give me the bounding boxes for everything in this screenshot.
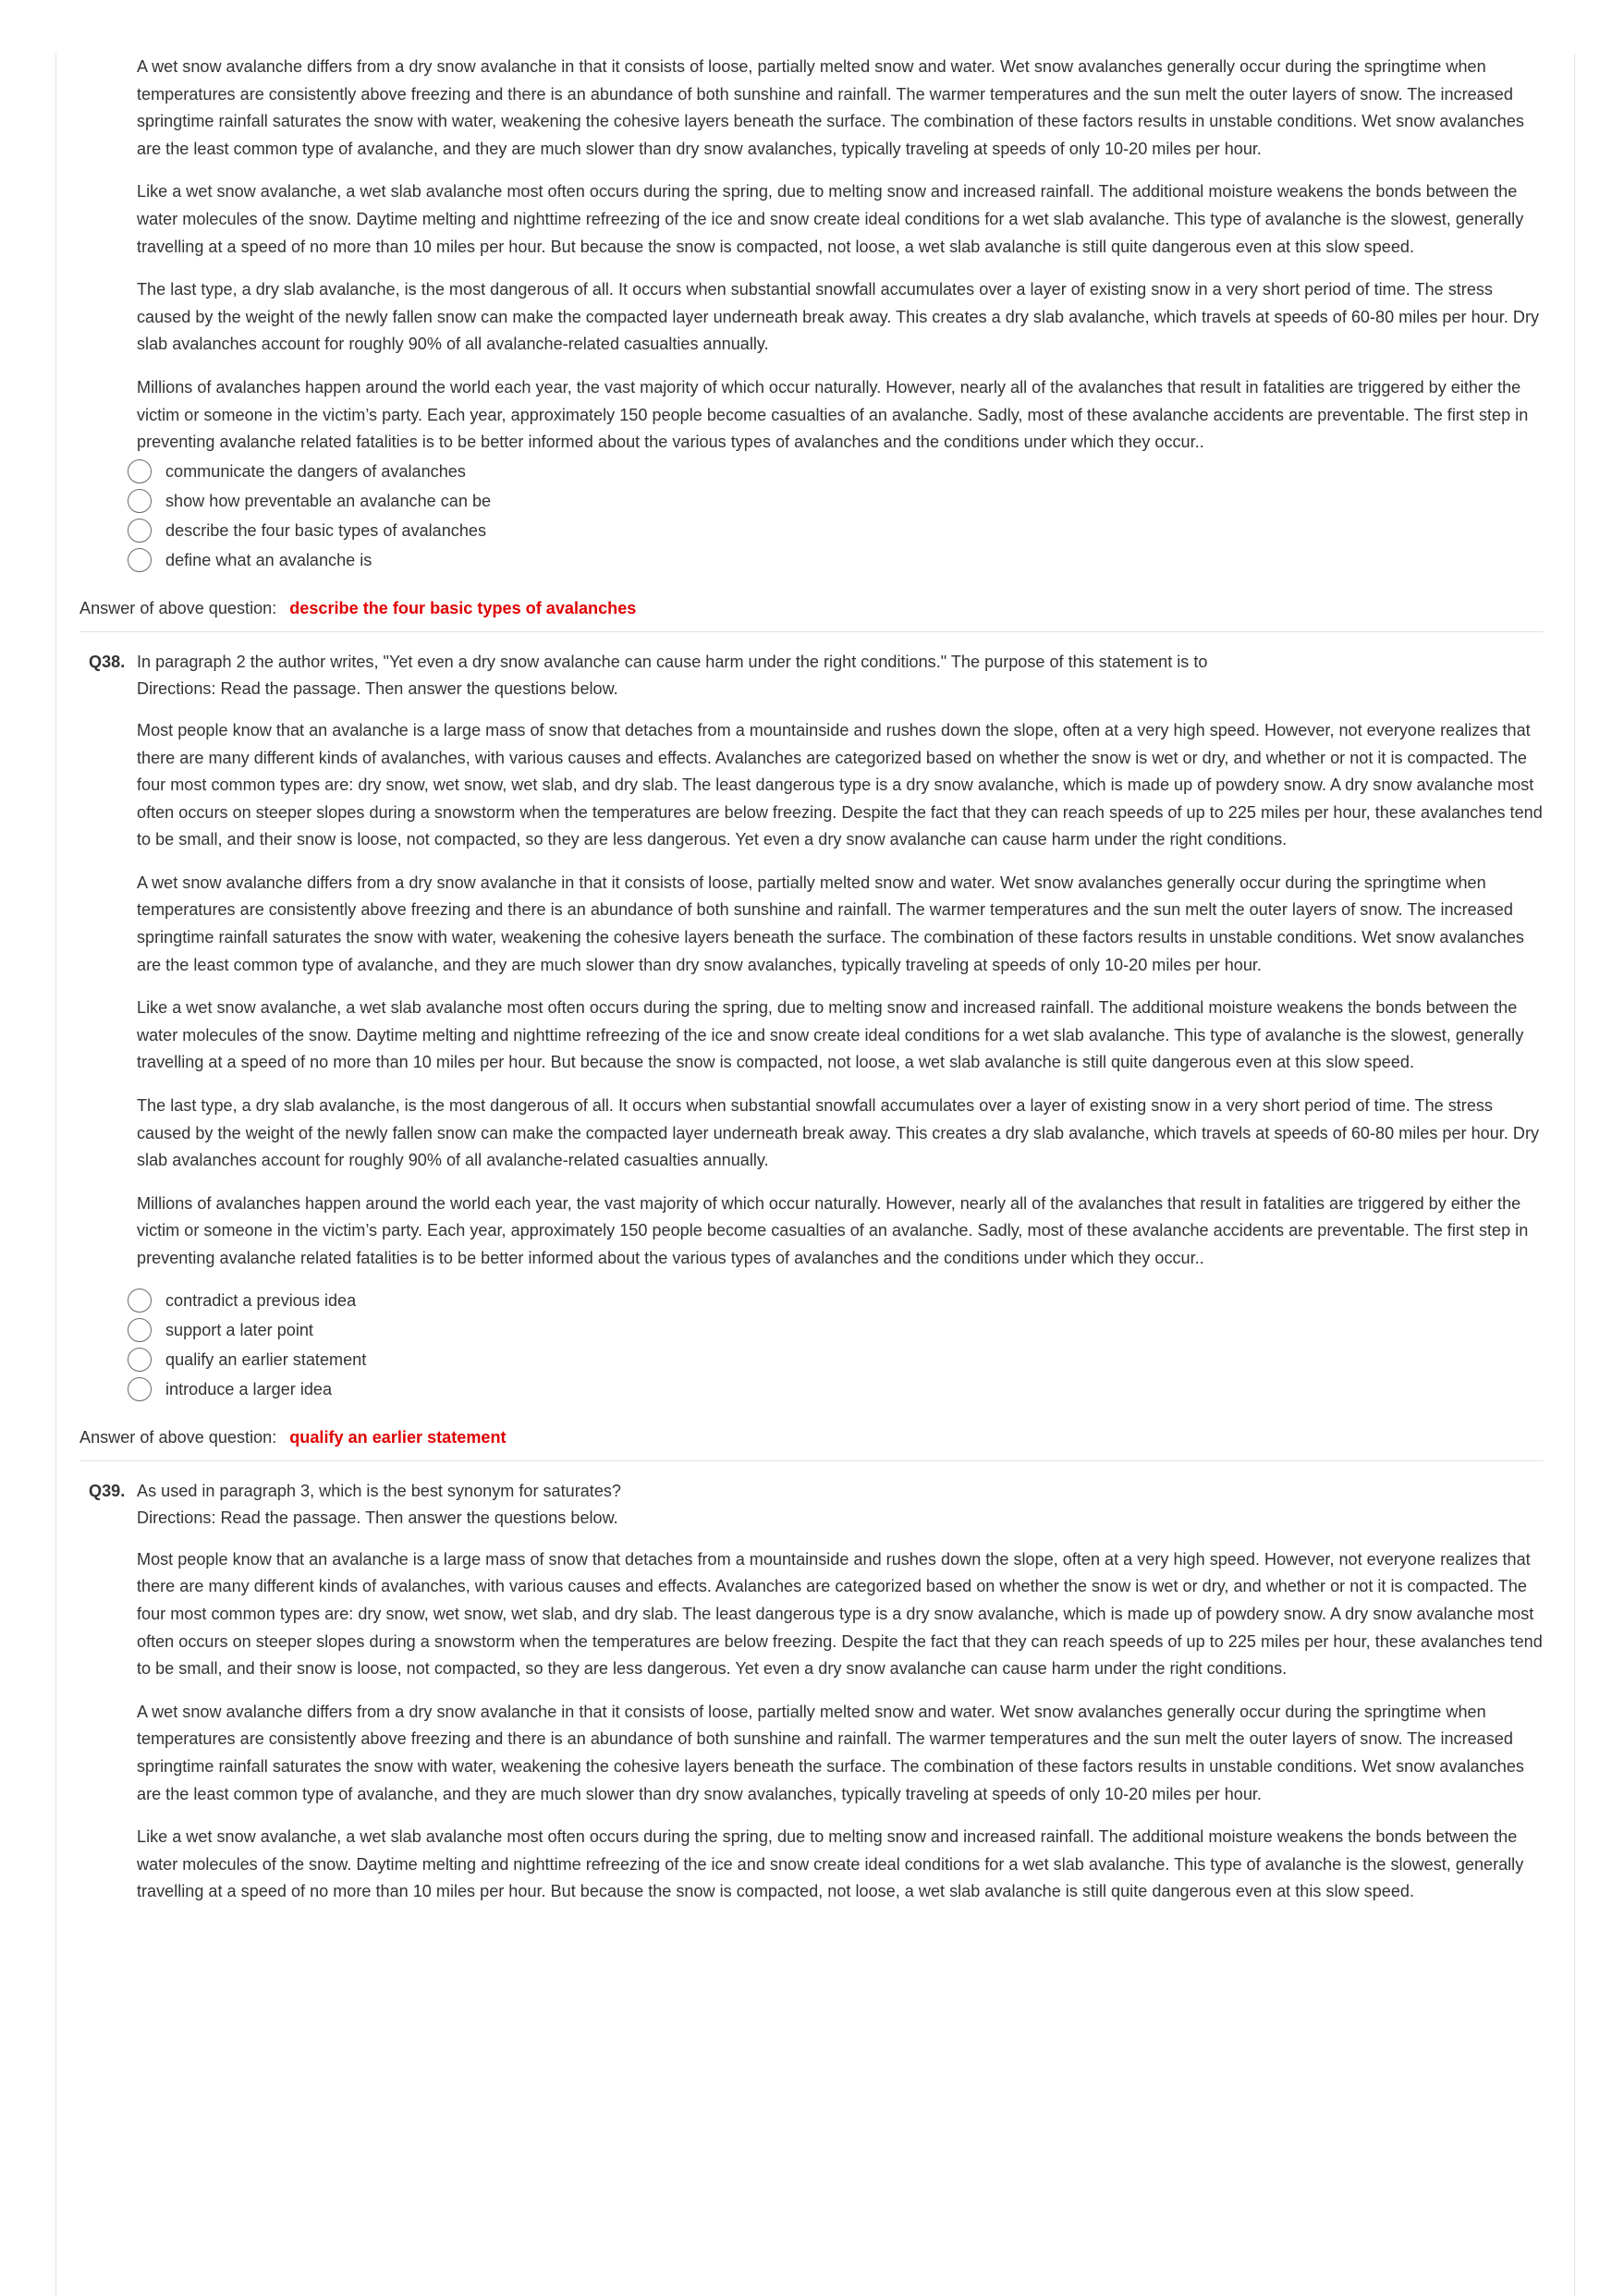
radio-circle-icon[interactable]: [128, 1377, 152, 1401]
question-number: Q39.: [89, 1481, 126, 1500]
passage-paragraph: Most people know that an avalanche is a large mass of snow that detaches from a mountainside and rushes down the slope, often at a very high speed. However, not everyone realizes that there are many different kinds of avalanches, with various causes and effects. Avalanches are categorized based on whether the snow is wet or dry, and whether or not it is compacted. The four most common types are: dry snow, wet snow, wet slab, and dry slab. The least dangerous type is a dry snow avalanche, which is made up of powdery snow. A dry snow avalanche most often occurs on steeper slopes during a snowstorm when the temperatures are below freezing. Despite the fact that they can reach speeds of up to 225 miles per hour, these avalanches tend to be small, and their snow is loose, not compacted, so they are less dangerous. Yet even a dry snow avalanche can cause harm under the right conditions.: [137, 1549, 1543, 1679]
answer-options: [128, 457, 1558, 575]
question-prompt: In paragraph 2 the author writes, "Yet even a dry snow avalanche can cause harm under the right conditions." The purpose of this statement is to: [137, 652, 1208, 671]
page-content: [79, 54, 1558, 1922]
question-block-q37-continued: [79, 54, 1558, 624]
option-label: define what an avalanche is: [165, 550, 372, 569]
option-label: introduce a larger idea: [165, 1379, 333, 1398]
answer-option[interactable]: [128, 486, 1558, 516]
passage-paragraph: Millions of avalanches happen around the world each year, the vast majority of which occur naturally. However, nearly all of the avalanches that result in fatalities are triggered by either the victim or someone in the victim’s party. Each year, approximately 150 people become casualties of an avalanche. Sadly, most of these avalanche accidents are preventable. The first step in preventing avalanche related fatalities is to be better informed about the various types of avalanches and the conditions under which they occur..: [137, 1193, 1529, 1267]
passage-paragraph: A wet snow avalanche differs from a dry snow avalanche in that it consists of loose, partially melted snow and water. Wet snow avalanches generally occur during the springtime when temperatures are consistently above freezing and there is an abundance of both sunshine and rainfall. The warmer temperatures and the sun melt the outer layers of snow. The increased springtime rainfall saturates the snow with water, weakening the cohesive layers beneath the surface. The combination of these factors results in unstable conditions. Wet snow avalanches are the least common type of avalanche, and they are much slower than dry snow avalanches, typically traveling at speeds of only 10-20 miles per hour.: [137, 1702, 1524, 1803]
question-directions: Directions: Read the passage. Then answer the questions below.: [137, 1508, 618, 1528]
radio-circle-icon[interactable]: [128, 459, 152, 483]
option-label: support a later point: [165, 1320, 313, 1339]
answer-option[interactable]: [128, 1374, 1558, 1404]
answer-value: describe the four basic types of avalanches: [289, 598, 637, 617]
answer-option[interactable]: [128, 1286, 1558, 1315]
answer-line: [79, 592, 1558, 624]
radio-circle-icon[interactable]: [128, 548, 152, 572]
radio-circle-icon[interactable]: [128, 1288, 152, 1313]
passage-paragraph: Like a wet snow avalanche, a wet slab avalanche most often occurs during the spring, due to melting snow and increased rainfall. The additional moisture weakens the bonds between the water molecules of the snow. Daytime melting and nighttime refreezing of the ice and snow create ideal conditions for a wet slab avalanche. This type of avalanche is the slowest, generally travelling at a speed of no more than 10 miles per hour. But because the snow is compacted, not loose, a wet slab avalanche is still quite dangerous even at this slow speed.: [137, 182, 1524, 256]
answer-option[interactable]: [128, 1345, 1558, 1374]
answer-label: Answer of above question:: [79, 1427, 277, 1447]
question-text: [137, 1478, 1542, 1533]
radio-circle-icon[interactable]: [128, 1348, 152, 1372]
radio-circle-icon[interactable]: [128, 489, 152, 513]
passage-paragraph: A wet snow avalanche differs from a dry snow avalanche in that it consists of loose, partially melted snow and water. Wet snow avalanches generally occur during the springtime when temperatures are consistently above freezing and there is an abundance of both sunshine and rainfall. The warmer temperatures and the sun melt the outer layers of snow. The increased springtime rainfall saturates the snow with water, weakening the cohesive layers beneath the surface. The combination of these factors results in unstable conditions. Wet snow avalanches are the least common type of avalanche, and they are much slower than dry snow avalanches, typically traveling at speeds of only 10-20 miles per hour.: [137, 57, 1524, 158]
option-label: show how preventable an avalanche can be: [165, 491, 492, 510]
passage-paragraph: Millions of avalanches happen around the world each year, the vast majority of which occur naturally. However, nearly all of the avalanches that result in fatalities are triggered by either the victim or someone in the victim’s party. Each year, approximately 150 people become casualties of an avalanche. Sadly, most of these avalanche accidents are preventable. The first step in preventing avalanche related fatalities is to be better informed about the various types of avalanches and the conditions under which they occur..: [137, 377, 1529, 452]
answer-label: Answer of above question:: [79, 598, 277, 617]
answer-value: qualify an earlier statement: [289, 1427, 507, 1447]
question-prompt: As used in paragraph 3, which is the best synonym for saturates?: [137, 1481, 621, 1500]
question-header: [89, 649, 1558, 703]
question-number: Q38.: [89, 652, 126, 671]
question-directions: Directions: Read the passage. Then answer the questions below.: [137, 679, 618, 699]
radio-circle-icon[interactable]: [128, 519, 152, 543]
passage-paragraph: Most people know that an avalanche is a large mass of snow that detaches from a mountainside and rushes down the slope, often at a very high speed. However, not everyone realizes that there are many different kinds of avalanches, with various causes and effects. Avalanches are categorized based on whether the snow is wet or dry, and whether or not it is compacted. The four most common types are: dry snow, wet snow, wet slab, and dry slab. The least dangerous type is a dry snow avalanche, which is made up of powdery snow. A dry snow avalanche most often occurs on steeper slopes during a snowstorm when the temperatures are below freezing. Despite the fact that they can reach speeds of up to 225 miles per hour, these avalanches tend to be small, and their snow is loose, not compacted, so they are less dangerous. Yet even a dry snow avalanche can cause harm under the right conditions.: [137, 720, 1543, 849]
question-text: [137, 649, 1542, 703]
question-block-q38: [79, 649, 1558, 1453]
passage-paragraph: Like a wet snow avalanche, a wet slab avalanche most often occurs during the spring, due to melting snow and increased rainfall. The additional moisture weakens the bonds between the water molecules of the snow. Daytime melting and nighttime refreezing of the ice and snow create ideal conditions for a wet slab avalanche. This type of avalanche is the slowest, generally travelling at a speed of no more than 10 miles per hour. But because the snow is compacted, not loose, a wet slab avalanche is still quite dangerous even at this slow speed.: [137, 998, 1524, 1072]
option-label: describe the four basic types of avalanches: [165, 520, 486, 540]
passage-paragraph: The last type, a dry slab avalanche, is the most dangerous of all. It occurs when substantial snowfall accumulates over a layer of existing snow in a very short period of time. The stress caused by the weight of the newly fallen snow can make the compacted layer underneath break away. This creates a dry slab avalanche, which travels at speeds of 60-80 miles per hour. Dry slab avalanches account for roughly 90% of all avalanche-related casualties annually.: [137, 1096, 1540, 1170]
question-header: [89, 1478, 1558, 1533]
option-label: qualify an earlier statement: [165, 1350, 367, 1369]
option-label: contradict a previous idea: [165, 1290, 357, 1310]
passage-paragraph: The last type, a dry slab avalanche, is the most dangerous of all. It occurs when substantial snowfall accumulates over a layer of existing snow in a very short period of time. The stress caused by the weight of the newly fallen snow can make the compacted layer underneath break away. This creates a dry slab avalanche, which travels at speeds of 60-80 miles per hour. Dry slab avalanches account for roughly 90% of all avalanche-related casualties annually.: [137, 280, 1540, 354]
answer-option[interactable]: [128, 1315, 1558, 1345]
radio-circle-icon[interactable]: [128, 1318, 152, 1342]
question-divider: [79, 1460, 1544, 1461]
answer-option[interactable]: [128, 457, 1558, 486]
passage-paragraph: Like a wet snow avalanche, a wet slab avalanche most often occurs during the spring, due to melting snow and increased rainfall. The additional moisture weakens the bonds between the water molecules of the snow. Daytime melting and nighttime refreezing of the ice and snow create ideal conditions for a wet slab avalanche. This type of avalanche is the slowest, generally travelling at a speed of no more than 10 miles per hour. But because the snow is compacted, not loose, a wet slab avalanche is still quite dangerous even at this slow speed.: [137, 1827, 1524, 1901]
option-label: communicate the dangers of avalanches: [165, 461, 466, 481]
answer-line: [79, 1422, 1558, 1453]
answer-option[interactable]: [128, 516, 1558, 545]
passage-paragraph: A wet snow avalanche differs from a dry snow avalanche in that it consists of loose, partially melted snow and water. Wet snow avalanches generally occur during the springtime when temperatures are consistently above freezing and there is an abundance of both sunshine and rainfall. The warmer temperatures and the sun melt the outer layers of snow. The increased springtime rainfall saturates the snow with water, weakening the cohesive layers beneath the surface. The combination of these factors results in unstable conditions. Wet snow avalanches are the least common type of avalanche, and they are much slower than dry snow avalanches, typically traveling at speeds of only 10-20 miles per hour.: [137, 873, 1524, 974]
question-block-q39: [79, 1478, 1558, 1906]
question-divider: [79, 631, 1544, 632]
answer-option[interactable]: [128, 545, 1558, 575]
answer-options: [128, 1286, 1558, 1404]
